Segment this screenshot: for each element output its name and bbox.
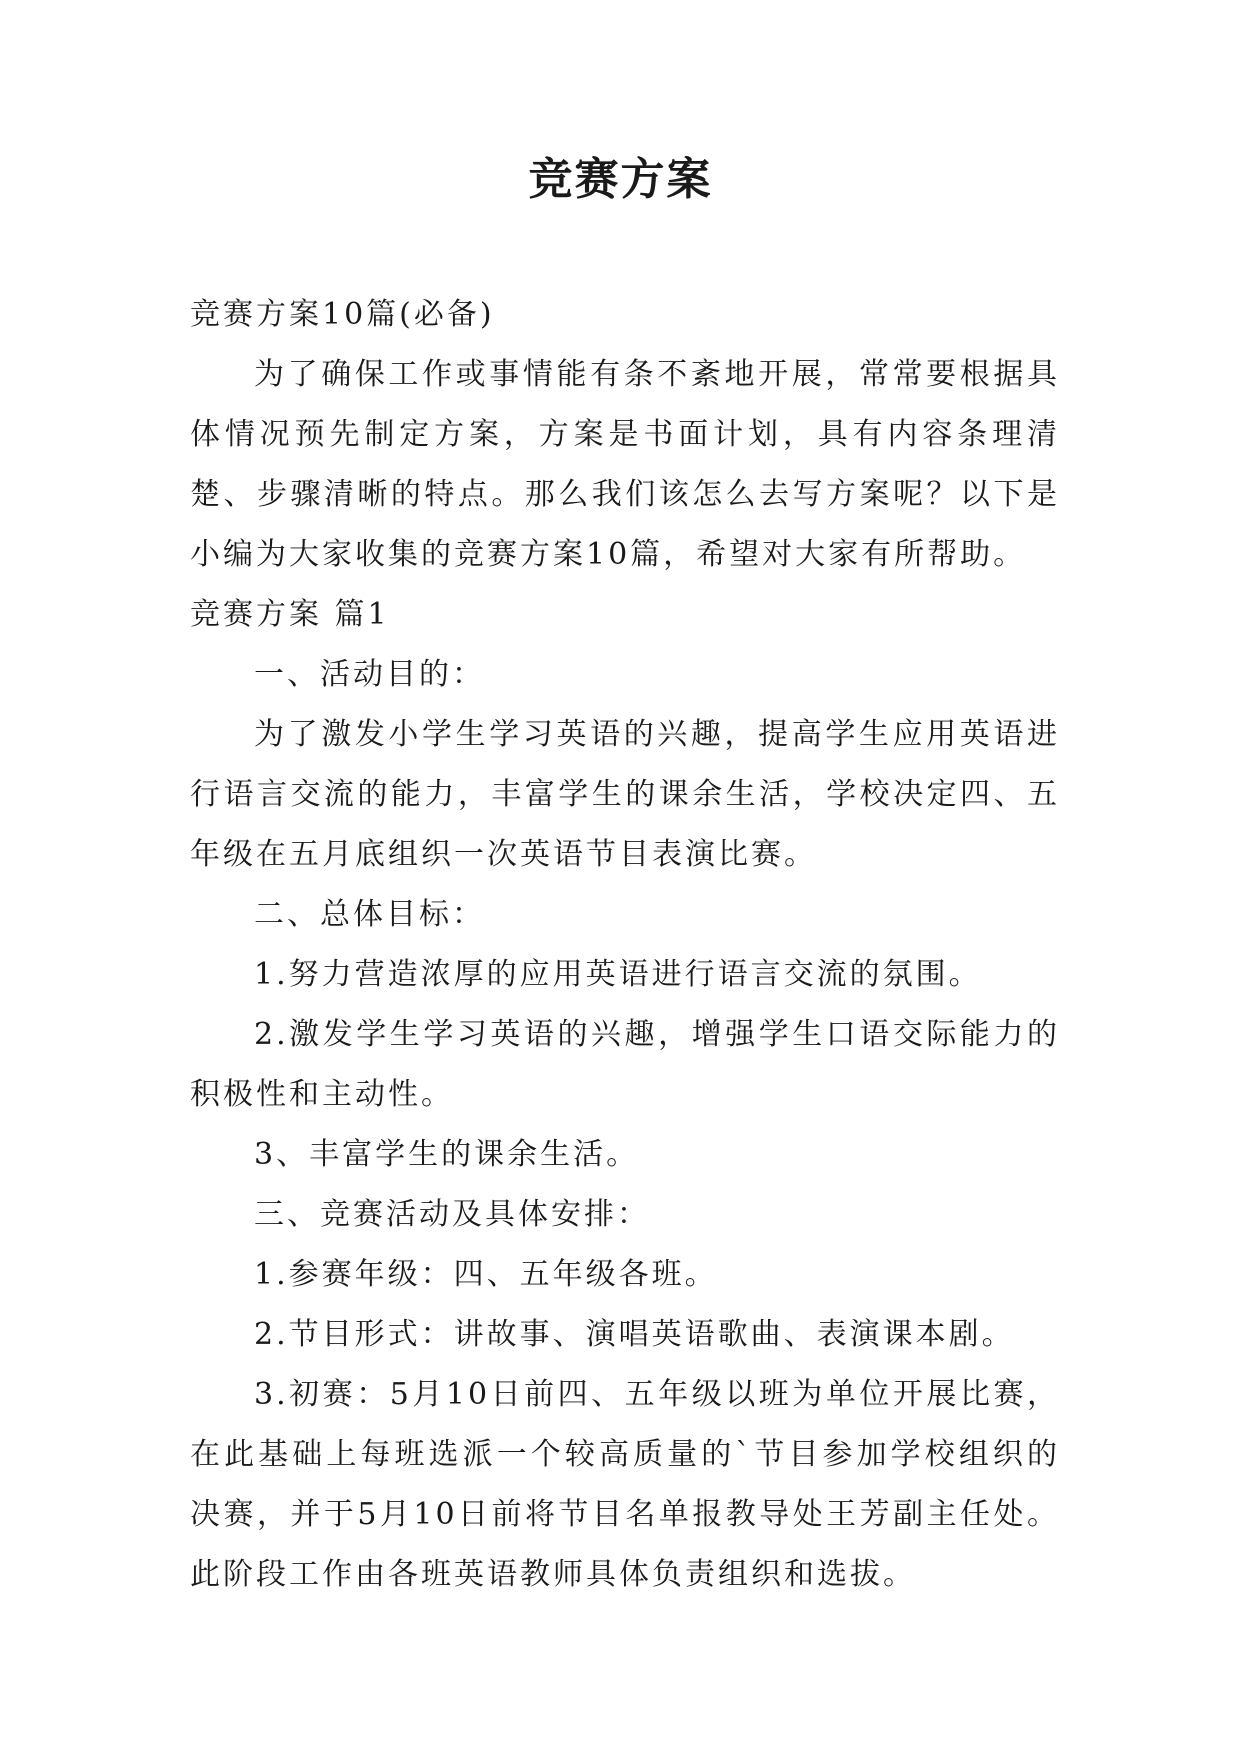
list-item-arrangement-2: 2.节目形式：讲故事、演唱英语歌曲、表演课本剧。 [254,1317,1015,1352]
section-heading-part1: 竞赛方案 篇1 [190,597,390,632]
heading-overall-goals: 二、总体目标： [254,897,485,932]
paragraph-intro: 为了确保工作或事情能有条不紊地开展，常常要根据具体情况预先制定方案，方案是书面计划，具有内容条理清楚、步骤清晰的特点。那么我们该怎么去写方案呢？以下是小编为大家收集的竞赛方案10篇，希望对大家有所帮助。 [190,357,1060,572]
document-body [190,285,1060,1605]
list-item-arrangement-1: 1.参赛年级：四、五年级各班。 [254,1257,718,1292]
list-item-goal-3: 3、丰富学生的课余生活。 [254,1137,640,1172]
heading-arrangements: 三、竞赛活动及具体安排： [254,1197,650,1232]
document-title: 竞赛方案 [528,154,713,205]
paragraph-subtitle: 竞赛方案10篇(必备) [190,297,495,332]
list-item-goal-2: 2.激发学生学习英语的兴趣，增强学生口语交际能力的积极性和主动性。 [190,1017,1060,1112]
paragraph-activity-purpose: 为了激发小学生学习英语的兴趣，提高学生应用英语进行语言交流的能力，丰富学生的课余生活，学校决定四、五年级在五月底组织一次英语节目表演比赛。 [190,717,1060,872]
list-item-goal-1: 1.努力营造浓厚的应用英语进行语言交流的氛围。 [254,957,982,992]
heading-activity-purpose: 一、活动目的： [254,657,485,692]
list-item-arrangement-3: 3.初赛：5月10日前四、五年级以班为单位开展比赛，在此基础上每班选派一个较高质量的`节目参加学校组织的决赛，并于5月10日前将节目名单报教导处王芳副主任处。此阶段工作由各班英语教师具体负责组织和选拔。 [190,1377,1060,1592]
